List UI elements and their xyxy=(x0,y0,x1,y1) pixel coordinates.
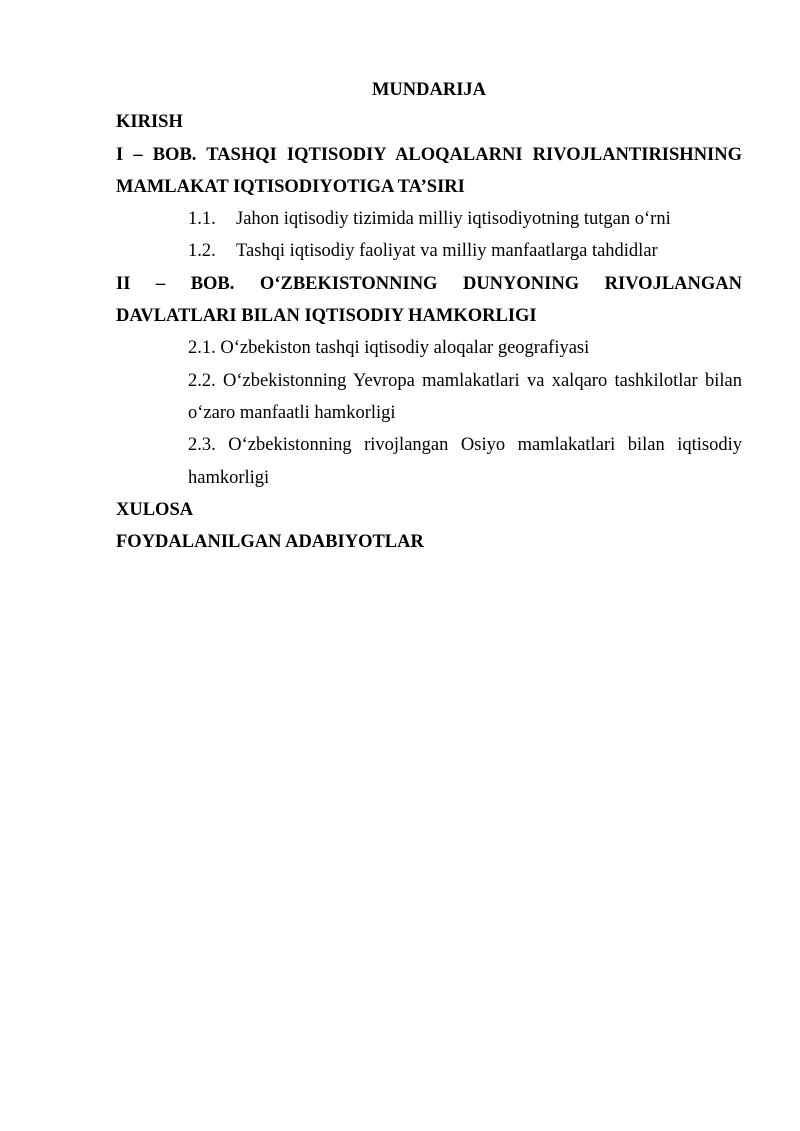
toc-section-1-1 xyxy=(116,203,742,235)
section-title: Tashqi iqtisodiy faoliyat va milliy manfaatlarga tahdidlar xyxy=(236,241,658,262)
section-number: 1.2. xyxy=(188,241,216,262)
toc-chapter2-title-line2: DAVLATLARI BILAN IQTISODIY HAMKORLIGI xyxy=(116,306,537,327)
toc-chapter1-title-line2: MAMLAKAT IQTISODIYOTIGA TA’SIRI xyxy=(116,176,465,197)
toc-section-1-2 xyxy=(116,235,742,267)
table-of-contents xyxy=(116,74,742,558)
toc-item-intro: KIRISH xyxy=(116,112,183,133)
section-title: Jahon iqtisodiy tizimida milliy iqtisodiyotning tutgan o‘rni xyxy=(236,209,671,230)
toc-item-references: FOYDALANILGAN ADABIYOTLAR xyxy=(116,532,424,553)
toc-chapter1-title-line1: I – BOB. TASHQI IQTISODIY ALOQALARNI RIVOJLANTIRISHNING xyxy=(116,144,742,165)
toc-section-2-3-line2: hamkorligi xyxy=(188,467,270,488)
toc-item-conclusion: XULOSA xyxy=(116,499,194,520)
toc-section-2-2-line1: 2.2. O‘zbekistonning Yevropa mamlakatlari va xalqaro tashkilotlar bilan xyxy=(188,370,742,391)
toc-section-2-3-line1: 2.3. O‘zbekistonning rivojlangan Osiyo mamlakatlari bilan iqtisodiy xyxy=(188,435,742,456)
toc-section-2-2-line2: o‘zaro manfaatli hamkorligi xyxy=(188,402,396,423)
toc-chapter2-title-line1: II – BOB. O‘ZBEKISTONNING DUNYONING RIVOJLANGAN xyxy=(116,273,742,294)
toc-title: MUNDARIJA xyxy=(371,80,487,100)
toc-section-2-1: 2.1. O‘zbekiston tashqi iqtisodiy aloqalar geografiyasi xyxy=(188,338,590,359)
section-number: 1.1. xyxy=(188,209,216,230)
